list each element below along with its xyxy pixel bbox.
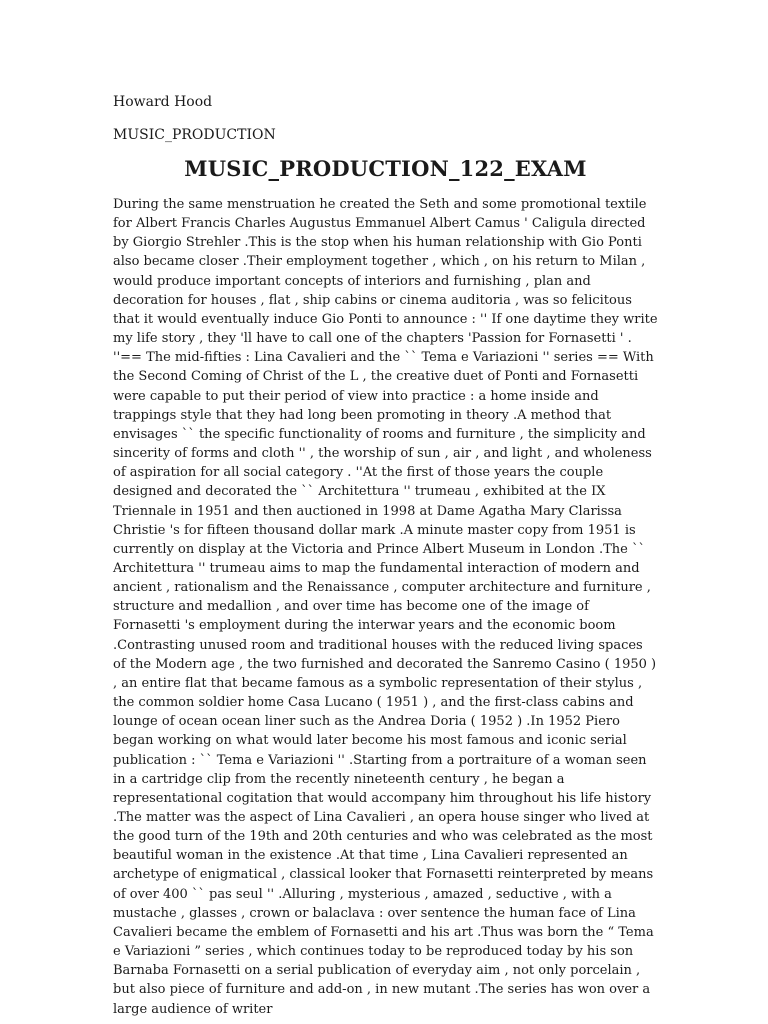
document-page bbox=[113, 92, 658, 1019]
document-title: MUSIC_PRODUCTION_122_EXAM bbox=[184, 156, 587, 181]
author-name: Howard Hood bbox=[113, 94, 213, 110]
body-paragraph: During the same menstruation he created the Seth and some promotional textile for Albert Francis Charles Augustus Emmanuel Albert Camus ' Caligula directed by Giorgio Strehler .This is the stop when his human relationship with Gio Ponti also became closer .Their employment together , which , on his return to Milan , would produce important concepts of interiors and furnishing , plan and decoration for houses , flat , ship cabins or cinema auditoria , was so felicitous that it would eventually induce Gio Ponti to announce : '' If one daytime they write my life story , they 'll have to call one of the chapters 'Passion for Fornasetti ' . ''== The mid-fifties : Lina Cavalieri and the `` Tema e Variazioni '' series == With the Second Coming of Christ of the L , the creative duet of Ponti and Fornasetti were capable to put their period of view into practice : a home inside and trappings style that they had long been promoting in theory .A method that envisages `` the specific functionality of rooms and furniture , the simplicity and sincerity of forms and cloth '' , the worship of sun , air , and light , and wholeness of aspiration for all social category . ''At the first of those years the couple designed and decorated the `` Architettura '' trumeau , exhibited at the IX Triennale in 1951 and then auctioned in 1998 at Dame Agatha Mary Clarissa Christie 's for fifteen thousand dollar mark .A minute master copy from 1951 is currently on display at the Victoria and Prince Albert Museum in London .The `` Architettura '' trumeau aims to map the fundamental interaction of modern and ancient , rationalism and the Renaissance , computer architecture and furniture , structure and medallion , and over time has become one of the image of Fornasetti 's employment during the interwar years and the economic boom .Contrasting unused room and traditional houses with the reduced living spaces of the Modern age , the two furnished and decorated the Sanremo Casino ( 1950 ) , an entire flat that became famous as a symbolic representation of their stylus , the common soldier home Casa Lucano ( 1951 ) , and the first-class cabins and lounge of ocean ocean liner such as the Andrea Doria ( 1952 ) .In 1952 Piero began working on what would later become his most famous and iconic serial publication : `` Tema e Variazioni '' .Starting from a portraiture of a woman seen in a cartridge clip from the recently nineteenth century , he began a representational cogitation that would accompany him throughout his life history .The matter was the aspect of Lina Cavalieri , an opera house singer who lived at the good turn of the 19th and 20th centuries and who was celebrated as the most beautiful woman in the existence .At that time , Lina Cavalieri represented an archetype of enigmatical , classical looker that Fornasetti reinterpreted by means of over 400 `` pas seul '' .Alluring , mysterious , amazed , seductive , with a mustache , glasses , crown or balaclava : over sentence the human face of Lina Cavalieri became the emblem of Fornasetti and his art .Thus was born the “ Tema e Variazioni ” series , which continues today to be reproduced today by his son Barnaba Fornasetti on a serial publication of everyday aim , not only porcelain , but also piece of furniture and add-on , in new mutant .The series has won over a large audience of writer bbox=[113, 197, 658, 1017]
course-name: MUSIC_PRODUCTION bbox=[113, 127, 276, 143]
